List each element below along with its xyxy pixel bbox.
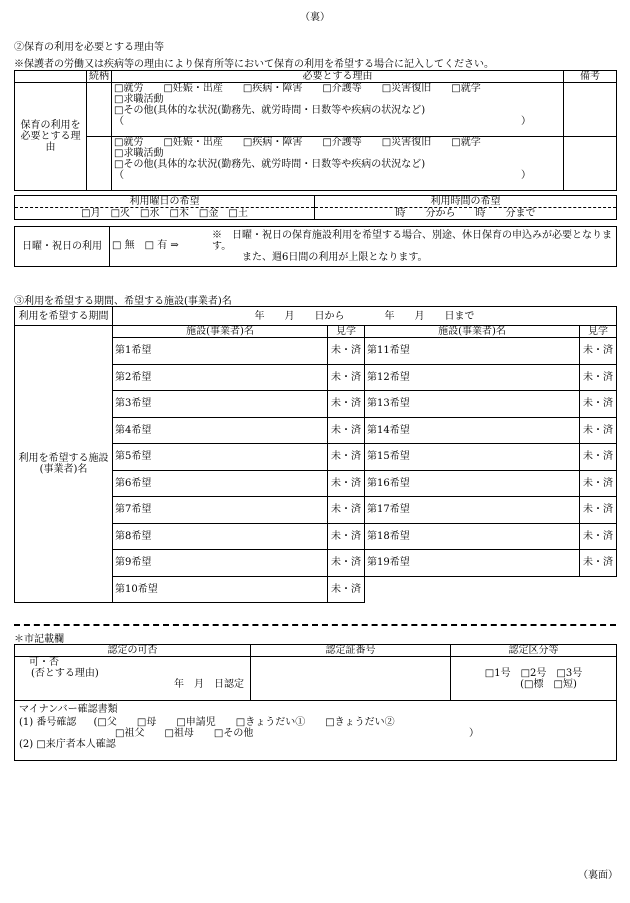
period-value[interactable]: 年 月 日から 年 月 日まで <box>113 307 617 326</box>
remarks-input-2[interactable] <box>564 137 617 191</box>
holiday-note-1: ※ 日曜・祝日の保育施設利用を希望する場合、別途、休日保育の申込みが必要となります。 <box>212 230 612 252</box>
col-cert-no-header: 認定証番号 <box>251 645 451 657</box>
visit-status-right[interactable]: 未・済 <box>580 444 617 471</box>
facility-choice-right[interactable]: 第12希望 <box>365 364 580 391</box>
section3-title: ③利用を希望する期間、希望する施設(事業者)名 <box>14 296 232 307</box>
category-options[interactable]: □1号 □2号 □3号 <box>484 667 583 679</box>
days-options[interactable]: □月 □火 □水 □木 □金 □土 <box>15 208 315 220</box>
days-header: 利用曜日の希望 <box>15 196 315 208</box>
approval-cell[interactable] <box>15 657 251 701</box>
number-check-options[interactable]: (□父 □母 □申請児 □きょうだい① □きょうだい② <box>93 717 395 728</box>
visit-status-left[interactable]: 未・済 <box>328 391 365 418</box>
mynumber-cell <box>15 701 617 761</box>
reason-table <box>14 70 617 191</box>
identity-check[interactable]: (2) □来庁者本人確認 <box>19 739 116 750</box>
facility-choice-left[interactable]: 第2希望 <box>113 364 328 391</box>
number-check-options-2[interactable]: □祖父 □祖母 □その他 <box>115 728 254 739</box>
reason-options-2[interactable] <box>112 137 564 191</box>
paren-close: ） <box>521 116 531 127</box>
period-table <box>14 306 617 326</box>
period-label: 利用を希望する期間 <box>15 307 113 326</box>
facility-choice-left[interactable]: 第10希望 <box>113 576 328 603</box>
relation-input-2[interactable] <box>87 137 112 191</box>
visit-status-left[interactable]: 未・済 <box>328 338 365 365</box>
facility-choices-table <box>14 325 617 603</box>
approval-date[interactable]: 年 月 日認定 <box>174 679 244 690</box>
visit-status-right[interactable]: 未・済 <box>580 470 617 497</box>
holiday-note-2: また、週6日間の利用が上限となります。 <box>242 252 428 263</box>
facility-choice-left[interactable]: 第3希望 <box>113 391 328 418</box>
section2-title: ②保育の利用を必要とする理由等 <box>14 42 164 53</box>
reason-job-search[interactable]: □求職活動 <box>114 148 164 159</box>
reason-label: (否とする理由) <box>31 668 99 679</box>
facility-choice-left[interactable]: 第5希望 <box>113 444 328 471</box>
section2-note: ※保護者の労働又は疾病等の理由により保育所等において保育の利用を希望する場合に記入してください。 <box>14 59 494 70</box>
visit-status-right[interactable]: 未・済 <box>580 497 617 524</box>
city-section-title: ＊市記載欄 <box>14 634 64 645</box>
paren-open: （ <box>114 116 124 127</box>
facility-choice-right[interactable]: 第16希望 <box>365 470 580 497</box>
facility-choice-right[interactable]: 第18希望 <box>365 523 580 550</box>
relation-input-1[interactable] <box>87 83 112 137</box>
col-approval-header: 認定の可否 <box>15 645 251 657</box>
reason-options-line[interactable]: □就労 □妊娠・出産 □疾病・障害 □介護等 □災害復旧 □就学 <box>114 137 481 148</box>
col-visit-header: 見学 <box>328 326 365 338</box>
holiday-options[interactable]: □ 無 □ 有 ⇒ <box>112 240 179 251</box>
visit-status-right[interactable]: 未・済 <box>580 550 617 577</box>
visit-status-left[interactable]: 未・済 <box>328 523 365 550</box>
holiday-label: 日曜・祝日の利用 <box>15 227 110 267</box>
reason-options-line[interactable]: □就労 □妊娠・出産 □疾病・障害 □介護等 □災害復旧 □就学 <box>114 83 481 94</box>
facility-choice-right[interactable]: 第13希望 <box>365 391 580 418</box>
reason-other[interactable]: □その他(具体的な状況(勤務先、就労時間・日数等や疾病の状況など) <box>114 105 426 116</box>
holiday-table <box>14 226 617 267</box>
approval-value[interactable]: 可・否 <box>29 657 59 668</box>
facility-choice-left[interactable]: 第7希望 <box>113 497 328 524</box>
facility-choice-left[interactable]: 第8希望 <box>113 523 328 550</box>
city-table <box>14 644 617 761</box>
number-check-label: (1) 番号確認 <box>19 717 77 728</box>
time-options[interactable]: 時 分から 時 分まで <box>315 208 617 220</box>
visit-status-right[interactable]: 未・済 <box>580 523 617 550</box>
col-visit-header: 見学 <box>580 326 617 338</box>
remarks-input-1[interactable] <box>564 83 617 137</box>
col-category-header: 認定区分等 <box>451 645 617 657</box>
page-footer-mark: （裏面） <box>578 870 618 881</box>
col-remarks-header: 備考 <box>564 71 617 83</box>
facility-choice-right[interactable]: 第19希望 <box>365 550 580 577</box>
category-duration[interactable]: (□標 □短) <box>520 678 577 690</box>
reason-row-label: 保育の利用を必要とする理由 <box>15 83 87 191</box>
visit-status-right[interactable]: 未・済 <box>580 338 617 365</box>
facility-choice-right[interactable]: 第11希望 <box>365 338 580 365</box>
visit-status-right[interactable]: 未・済 <box>580 364 617 391</box>
empty-cell <box>365 576 580 603</box>
section-divider <box>14 624 616 626</box>
mynumber-title: マイナンバー確認書類 <box>19 704 118 715</box>
page-header-mark: （裏） <box>300 12 330 23</box>
visit-status-left[interactable]: 未・済 <box>328 417 365 444</box>
time-header: 利用時間の希望 <box>315 196 617 208</box>
reason-job-search[interactable]: □求職活動 <box>114 94 164 105</box>
visit-status-left[interactable]: 未・済 <box>328 444 365 471</box>
category-cell[interactable] <box>451 657 617 701</box>
col-facility-header: 施設(事業者)名 <box>365 326 580 338</box>
cert-number-input[interactable] <box>251 657 451 701</box>
visit-status-left[interactable]: 未・済 <box>328 470 365 497</box>
facility-choice-left[interactable]: 第1希望 <box>113 338 328 365</box>
visit-status-right[interactable]: 未・済 <box>580 417 617 444</box>
paren-open: （ <box>114 170 124 181</box>
visit-status-right[interactable]: 未・済 <box>580 391 617 418</box>
days-time-table <box>14 195 617 220</box>
reason-options-1[interactable] <box>112 83 564 137</box>
col-facility-header: 施設(事業者)名 <box>113 326 328 338</box>
facility-choice-right[interactable]: 第17希望 <box>365 497 580 524</box>
paren-close: ） <box>521 170 531 181</box>
col-reason-header: 必要とする理由 <box>112 71 564 83</box>
reason-other[interactable]: □その他(具体的な状況(勤務先、就労時間・日数等や疾病の状況など) <box>114 159 426 170</box>
col-relation-header: 続柄 <box>87 71 112 83</box>
facility-choice-left[interactable]: 第4希望 <box>113 417 328 444</box>
visit-status-left[interactable]: 未・済 <box>328 576 365 603</box>
visit-status-left[interactable]: 未・済 <box>328 550 365 577</box>
visit-status-left[interactable]: 未・済 <box>328 364 365 391</box>
empty-cell <box>580 576 617 603</box>
number-check-close: ） <box>469 728 479 739</box>
facility-choice-right[interactable]: 第14希望 <box>365 417 580 444</box>
facility-choice-left[interactable]: 第6希望 <box>113 470 328 497</box>
facility-choice-right[interactable]: 第15希望 <box>365 444 580 471</box>
visit-status-left[interactable]: 未・済 <box>328 497 365 524</box>
facility-label: 利用を希望する施設(事業者)名 <box>15 326 113 603</box>
facility-choice-left[interactable]: 第9希望 <box>113 550 328 577</box>
